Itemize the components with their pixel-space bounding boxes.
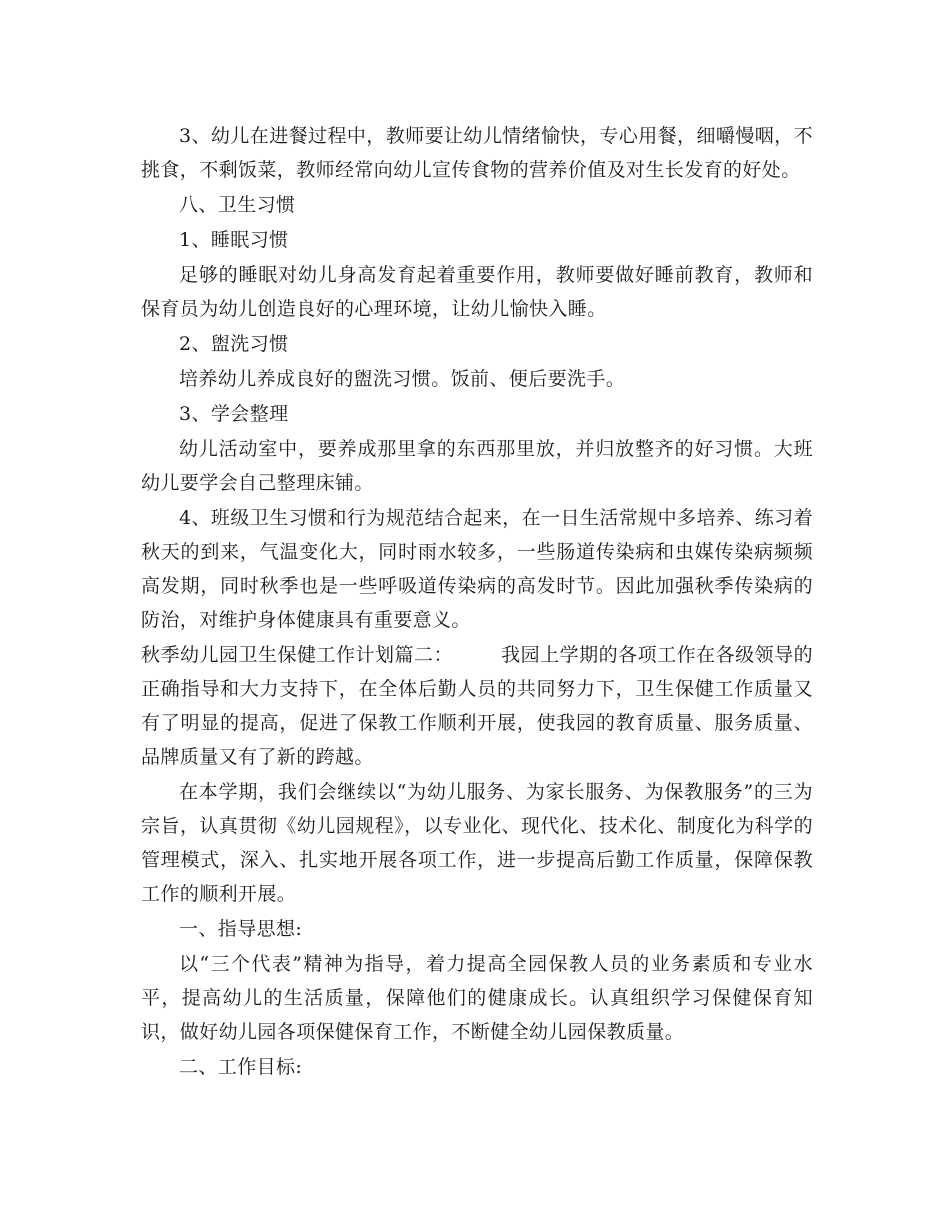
paragraph-class-hygiene: 4、班级卫生习惯和行为规范结合起来，在一日生活常规中多培养、练习着秋天的到来，气温变化大，同时雨水较多，一些肠道传染病和虫媒传染病频频高发期，同时秋季也是一些呼吸道传染病的高发时节。因此加强秋季传染病的防治，对维护身体健康具有重要意义。 bbox=[141, 507, 813, 631]
paragraph-plan-part-two bbox=[141, 638, 813, 774]
plan-part-two-title: 秋季幼儿园卫生保健工作计划篇二： bbox=[141, 644, 453, 666]
subheading-sleep-habits: 1、睡眠习惯 bbox=[179, 229, 289, 251]
paragraph-sleep-habits: 足够的睡眠对幼儿身高发育起着重要作用，教师要做好睡前教育，教师和保育员为幼儿创造良好的心理环境，让幼儿愉快入睡。 bbox=[141, 264, 813, 320]
section-heading-hygiene-habits: 八、卫生习惯 bbox=[179, 194, 296, 216]
plan-part-two-intro: 我园上学期的各项工作在各级领导的正确指导和大力支持下，在全体后勤人员的共同努力下，卫生保健工作质量又有了明显的提高，促进了保教工作顺利开展，使我园的教育质量、服务质量、品牌质量又有了新的跨越。 bbox=[141, 644, 813, 768]
paragraph-tidying: 幼儿活动室中，要养成那里拿的东西那里放，并归放整齐的好习惯。大班幼儿要学会自己整理床铺。 bbox=[141, 438, 813, 494]
paragraph-semester-purpose: 在本学期，我们会继续以“为幼儿服务、为家长服务、为保教服务”的三为宗旨，认真贯彻《幼儿园规程》，以专业化、现代化、技术化、制度化为科学的管理模式，深入、扎实地开展各项工作，进一步提高后勤工作质量，保障保教工作的顺利开展。 bbox=[141, 781, 813, 905]
section-heading-guiding-thought: 一、指导思想: bbox=[179, 918, 303, 940]
paragraph-meal-habits: 3、幼儿在进餐过程中，教师要让幼儿情绪愉快，专心用餐，细嚼慢咽，不挑食，不剩饭菜，教师经常向幼儿宣传食物的营养价值及对生长发育的好处。 bbox=[141, 125, 813, 181]
section-heading-work-goals: 二、工作目标: bbox=[179, 1056, 303, 1078]
document-body bbox=[141, 119, 813, 1084]
paragraph-guiding-thought: 以“三个代表”精神为指导，着力提高全园保教人员的业务素质和专业水平，提高幼儿的生活质量，保障他们的健康成长。认真组织学习保健保育知识，做好幼儿园各项保健保育工作，不断健全幼儿园保教质量。 bbox=[141, 953, 813, 1043]
subheading-tidying: 3、学会整理 bbox=[179, 403, 289, 425]
paragraph-washing-habits: 培养幼儿养成良好的盥洗习惯。饭前、便后要洗手。 bbox=[179, 368, 626, 390]
subheading-washing-habits: 2、盥洗习惯 bbox=[179, 333, 289, 355]
